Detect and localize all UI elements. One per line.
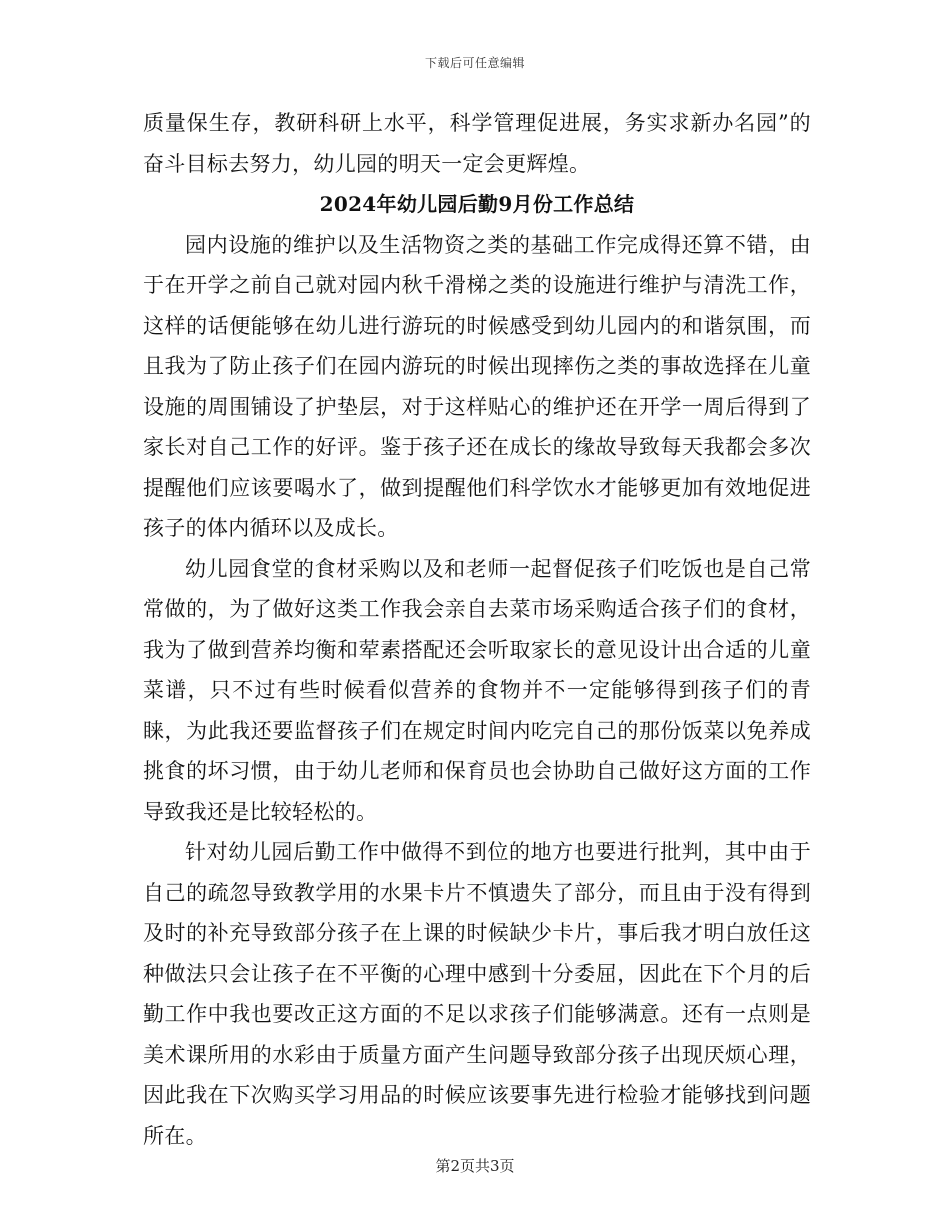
paragraph-facilities: 园内设施的维护以及生活物资之类的基础工作完成得还算不错，由于在开学之前自己就对园内秋千滑梯之类的设施进行维护与清洗工作，这样的话便能够在幼儿进行游玩的时候感受到幼儿园内的和谐氛围，而且我为了防止孩子们在园内游玩的时候出现摔伤之类的事故选择在儿童设施的周围铺设了护垫层，对于这样贴心的维护还在开学一周后得到了家长对自己工作的好评。鉴于孩子还在成长的缘故导致每天我都会多次提醒他们应该要喝水了，做到提醒他们科学饮水才能够更加有效地促进孩子的体内循环以及成长。 <box>143 232 811 540</box>
paragraph-shortcomings: 针对幼儿园后勤工作中做得不到位的地方也要进行批判，其中由于自己的疏忽导致教学用的水果卡片不慎遗失了部分，而且由于没有得到及时的补充导致部分孩子在上课的时候缺少卡片，事后我才明白放任这种做法只会让孩子在不平衡的心理中感到十分委屈，因此在下个月的后勤工作中我也要改正这方面的不足以求孩子们能够满意。还有一点则是美术课所用的水彩由于质量方面产生问题导致部分孩子出现厌烦心理，因此我在下次购买学习用品的时候应该要事先进行检验才能够找到问题所在。 <box>143 840 811 1148</box>
document-title: 2024年幼儿园后勤9月份工作总结 <box>319 192 635 216</box>
opening-paragraph: 质量保生存，教研科研上水平，科学管理促进展，务实求新办名园”的奋斗目标去努力，幼儿园的明天一定会更辉煌。 <box>143 111 811 176</box>
page-header: 下载后可任意编辑 <box>424 56 525 70</box>
page-footer: 第2页共3页 <box>435 1157 515 1175</box>
paragraph-canteen: 幼儿园食堂的食材采购以及和老师一起督促孩子们吃饭也是自己常常做的，为了做好这类工作我会亲自去菜市场采购适合孩子们的食材，我为了做到营养均衡和荤素搭配还会听取家长的意见设计出合适的儿童菜谱，只不过有些时候看似营养的食物并不一定能够得到孩子们的青睐，为此我还要监督孩子们在规定时间内吃完自己的那份饭菜以免养成挑食的坏习惯，由于幼儿老师和保育员也会协助自己做好这方面的工作导致我还是比较轻松的。 <box>143 556 811 824</box>
document-body <box>143 103 811 1156</box>
